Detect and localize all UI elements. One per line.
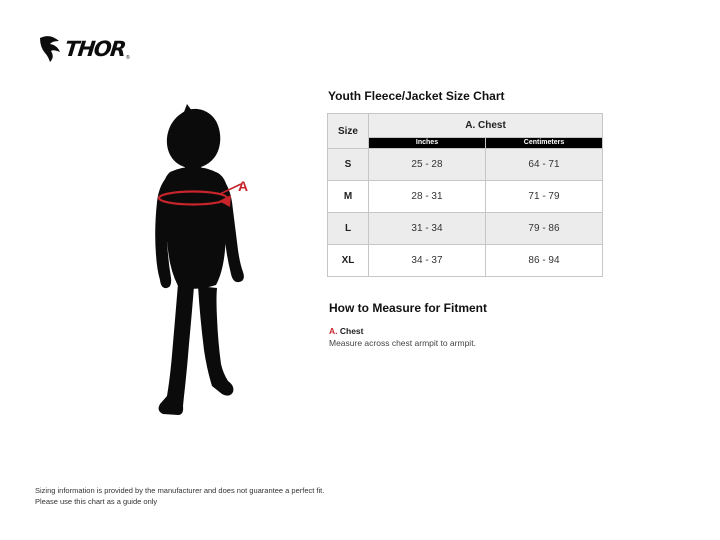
table-row: [328, 181, 603, 213]
centimeters-cell: 71 - 79: [486, 181, 603, 213]
measure-section-title: How to Measure for Fitment: [329, 301, 488, 315]
size-chart-table: [327, 113, 603, 277]
measure-item-key: A.: [329, 326, 338, 336]
size-cell: S: [328, 149, 369, 181]
chest-column-header: A. Chest: [369, 114, 603, 138]
measure-item-label: Chest: [339, 326, 364, 336]
inches-cell: 31 - 34: [369, 213, 486, 245]
chest-measure-label: A: [238, 178, 249, 194]
child-silhouette: [140, 100, 310, 430]
disclaimer-line-2: Please use this chart as a guide only: [35, 496, 158, 506]
measure-item-description: Measure across chest armpit to armpit.: [329, 338, 476, 348]
centimeters-cell: 86 - 94: [486, 245, 603, 277]
inches-unit-header: Inches: [369, 138, 486, 149]
centimeters-cell: 79 - 86: [486, 213, 603, 245]
size-cell: XL: [328, 245, 369, 277]
disclaimer: [35, 486, 324, 508]
table-row: [328, 213, 603, 245]
size-cell: L: [328, 213, 369, 245]
centimeters-unit-header: Centimeters: [486, 138, 603, 149]
table-row: [328, 245, 603, 277]
thor-wordmark: THOR: [63, 37, 127, 61]
size-figure: [140, 100, 310, 430]
centimeters-cell: 64 - 71: [486, 149, 603, 181]
size-column-header: Size: [328, 114, 369, 149]
measure-item-heading: [329, 326, 609, 336]
inches-cell: 25 - 28: [369, 149, 486, 181]
inches-cell: 28 - 31: [369, 181, 486, 213]
brand-logo: [38, 34, 130, 64]
size-chart-title: Youth Fleece/Jacket Size Chart: [328, 89, 505, 103]
table-row: [328, 149, 603, 181]
thor-goat-icon: [38, 35, 62, 63]
measure-section: [329, 301, 609, 348]
size-cell: M: [328, 181, 369, 213]
registered-mark: ®: [125, 55, 130, 61]
disclaimer-line-1: Sizing information is provided by the manufacturer and does not guarantee a perfect fit.: [35, 486, 325, 495]
inches-cell: 34 - 37: [369, 245, 486, 277]
